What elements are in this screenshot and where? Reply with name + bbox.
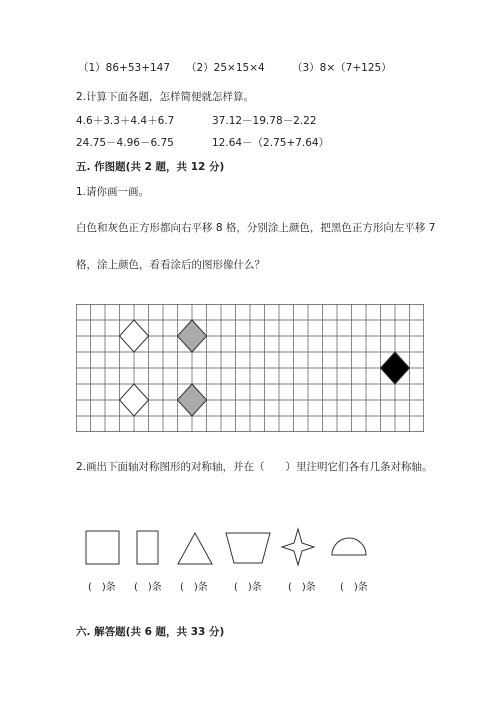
rectangle-shape xyxy=(137,531,158,564)
q2-item-3: 24.75－4.96－6.75 xyxy=(76,137,174,149)
grid-diamond-2 xyxy=(178,320,207,352)
four-point-star-shape xyxy=(282,529,314,565)
paren-label-1: ( )条 xyxy=(88,582,116,593)
section5-heading: 五. 作图题(共 2 题，共 12 分) xyxy=(76,161,225,173)
symmetric-shapes xyxy=(80,525,380,569)
q2-item-1: 4.6＋3.3＋4.4＋6.7 xyxy=(76,115,175,127)
semicircle-shape xyxy=(332,538,366,555)
section6-heading: 六. 解答题(共 6 题，共 33 分) xyxy=(76,626,225,638)
grid-diamond-5 xyxy=(381,352,410,384)
paren-label-2: ( )条 xyxy=(134,582,162,593)
triangle-shape xyxy=(178,533,212,564)
grid-diamond-1 xyxy=(120,320,149,352)
section5-q1-text-line1: 白色和灰色正方形都向右平移 8 格，分别涂上颜色，把黑色正方形向左平移 7 xyxy=(76,222,436,234)
grid-diamond-3 xyxy=(120,384,149,416)
q2-item-4: 12.64－（2.75+7.64） xyxy=(212,137,330,149)
paren-label-6: ( )条 xyxy=(340,582,368,593)
square-shape xyxy=(86,531,119,564)
trapezoid-shape xyxy=(226,533,270,563)
q1-item-2: （2）25×15×4 xyxy=(186,62,265,74)
section5-q1-title: 1.请你画一画。 xyxy=(76,186,150,198)
section5-q2-title: 2.画出下面轴对称图形的对称轴，并在（ ）里注明它们各有几条对称轴。 xyxy=(76,461,433,473)
square-grid xyxy=(76,304,424,432)
paren-label-3: ( )条 xyxy=(180,582,208,593)
q2-title: 2.计算下面各题，怎样简便就怎样算。 xyxy=(76,91,255,103)
q1-item-1: （1）86+53+147 xyxy=(78,62,171,74)
section5-q1-text-line2: 格，涂上颜色，看看涂后的图形像什么？ xyxy=(76,259,265,271)
q2-item-2: 37.12－19.78－2.22 xyxy=(212,115,317,127)
paren-label-4: ( )条 xyxy=(234,582,262,593)
paren-label-5: ( )条 xyxy=(288,582,316,593)
grid-diamond-4 xyxy=(178,384,207,416)
q1-item-3: （3）8×（7+125） xyxy=(292,62,392,74)
